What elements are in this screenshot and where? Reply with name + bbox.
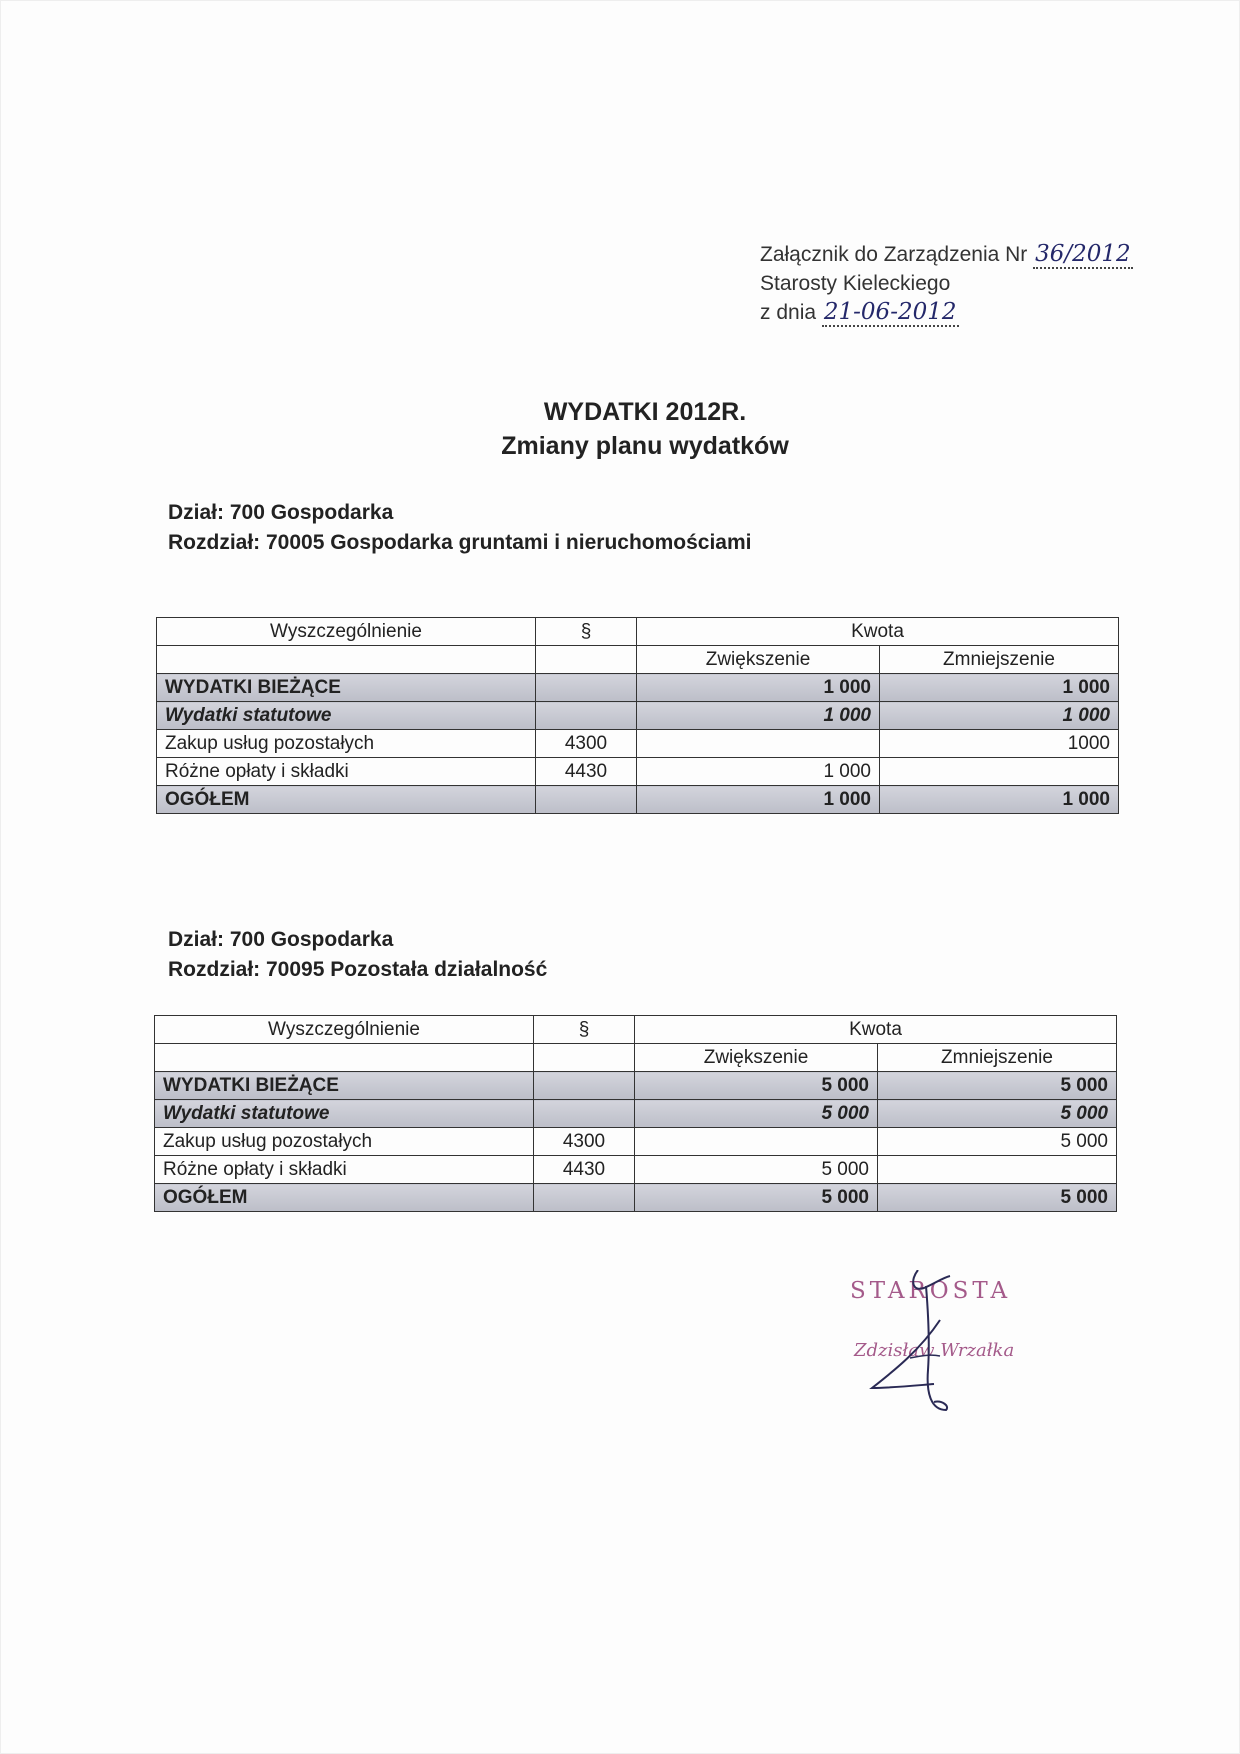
document-title: WYDATKI 2012R. — [543, 398, 747, 426]
document-subtitle: Zmiany planu wydatków — [501, 432, 789, 460]
row-decrease: 5 000 — [878, 1184, 1117, 1212]
row-increase: 5 000 — [635, 1100, 878, 1128]
row-decrease: 1 000 — [880, 674, 1119, 702]
row-increase: 1 000 — [637, 786, 880, 814]
row-paragraph — [534, 1184, 635, 1212]
handwritten-order-number: 36/2012 — [1035, 241, 1131, 267]
col-header-decrease: Zmniejszenie — [880, 646, 1119, 674]
col-header-paragraph: § — [534, 1016, 635, 1044]
budget-table-2 — [154, 1015, 1117, 1212]
stamp-title: STAROSTA — [850, 1278, 1012, 1304]
section-2-dzial: Dział: 700 Gospodarka — [168, 928, 394, 951]
official-stamp — [850, 1270, 1030, 1420]
section-2-rozdzial: Rozdział: 70095 Pozostała działalność — [168, 958, 548, 981]
row-name: Różne opłaty i składki — [155, 1156, 534, 1184]
row-name: WYDATKI BIEŻĄCE — [157, 674, 536, 702]
empty-cell — [536, 646, 637, 674]
table-row — [155, 1072, 1117, 1100]
row-name: OGÓŁEM — [157, 786, 536, 814]
row-increase: 5 000 — [635, 1184, 878, 1212]
handwritten-signature — [850, 1270, 1030, 1420]
col-header-increase: Zwiększenie — [635, 1044, 878, 1072]
row-increase: 5 000 — [635, 1156, 878, 1184]
empty-cell — [534, 1044, 635, 1072]
row-increase: 1 000 — [637, 758, 880, 786]
row-name: WYDATKI BIEŻĄCE — [155, 1072, 534, 1100]
date-prefix: z dnia — [760, 301, 817, 324]
row-name: Wydatki statutowe — [155, 1100, 534, 1128]
row-paragraph: 4300 — [536, 730, 637, 758]
row-decrease: 1000 — [880, 730, 1119, 758]
row-paragraph — [534, 1072, 635, 1100]
empty-cell — [155, 1044, 534, 1072]
row-name: Wydatki statutowe — [157, 702, 536, 730]
row-name: Zakup usług pozostałych — [155, 1128, 534, 1156]
col-header-decrease: Zmniejszenie — [878, 1044, 1117, 1072]
row-increase: 1 000 — [637, 674, 880, 702]
row-paragraph: 4430 — [536, 758, 637, 786]
empty-cell — [157, 646, 536, 674]
row-decrease: 5 000 — [878, 1100, 1117, 1128]
row-paragraph — [536, 674, 637, 702]
attachment-header — [760, 240, 1133, 327]
header-line-starosta: Starosty Kieleckiego — [760, 272, 951, 295]
row-decrease: 1 000 — [880, 786, 1119, 814]
table-row — [157, 730, 1119, 758]
col-header-increase: Zwiększenie — [637, 646, 880, 674]
row-decrease — [880, 758, 1119, 786]
row-decrease — [878, 1156, 1117, 1184]
row-decrease: 1 000 — [880, 702, 1119, 730]
table-row — [155, 1128, 1117, 1156]
row-paragraph — [534, 1100, 635, 1128]
col-header-name: Wyszczególnienie — [157, 618, 536, 646]
header-line-date — [760, 298, 1133, 327]
stamp-name: Zdzisław Wrzałka — [854, 1340, 1015, 1361]
row-increase — [637, 730, 880, 758]
row-paragraph — [536, 786, 637, 814]
header-line-order — [760, 240, 1133, 269]
row-increase: 1 000 — [637, 702, 880, 730]
row-paragraph — [536, 702, 637, 730]
table-row — [155, 1156, 1117, 1184]
row-paragraph: 4300 — [534, 1128, 635, 1156]
col-header-amount: Kwota — [635, 1016, 1117, 1044]
handwritten-date: 21-06-2012 — [823, 299, 957, 325]
table-row — [157, 758, 1119, 786]
budget-table-1 — [156, 617, 1119, 814]
row-increase — [635, 1128, 878, 1156]
table-row-total — [155, 1184, 1117, 1212]
row-name: OGÓŁEM — [155, 1184, 534, 1212]
table-row — [157, 674, 1119, 702]
row-name: Zakup usług pozostałych — [157, 730, 536, 758]
row-name: Różne opłaty i składki — [157, 758, 536, 786]
table-row — [155, 1100, 1117, 1128]
row-decrease: 5 000 — [878, 1072, 1117, 1100]
col-header-paragraph: § — [536, 618, 637, 646]
col-header-amount: Kwota — [637, 618, 1119, 646]
table-row — [157, 702, 1119, 730]
table-row-total — [157, 786, 1119, 814]
header-prefix: Załącznik do Zarządzenia Nr — [760, 243, 1028, 266]
row-increase: 5 000 — [635, 1072, 878, 1100]
section-1-dzial: Dział: 700 Gospodarka — [168, 501, 394, 524]
col-header-name: Wyszczególnienie — [155, 1016, 534, 1044]
row-decrease: 5 000 — [878, 1128, 1117, 1156]
section-1-rozdzial: Rozdział: 70005 Gospodarka gruntami i nieruchomościami — [168, 531, 752, 554]
row-paragraph: 4430 — [534, 1156, 635, 1184]
